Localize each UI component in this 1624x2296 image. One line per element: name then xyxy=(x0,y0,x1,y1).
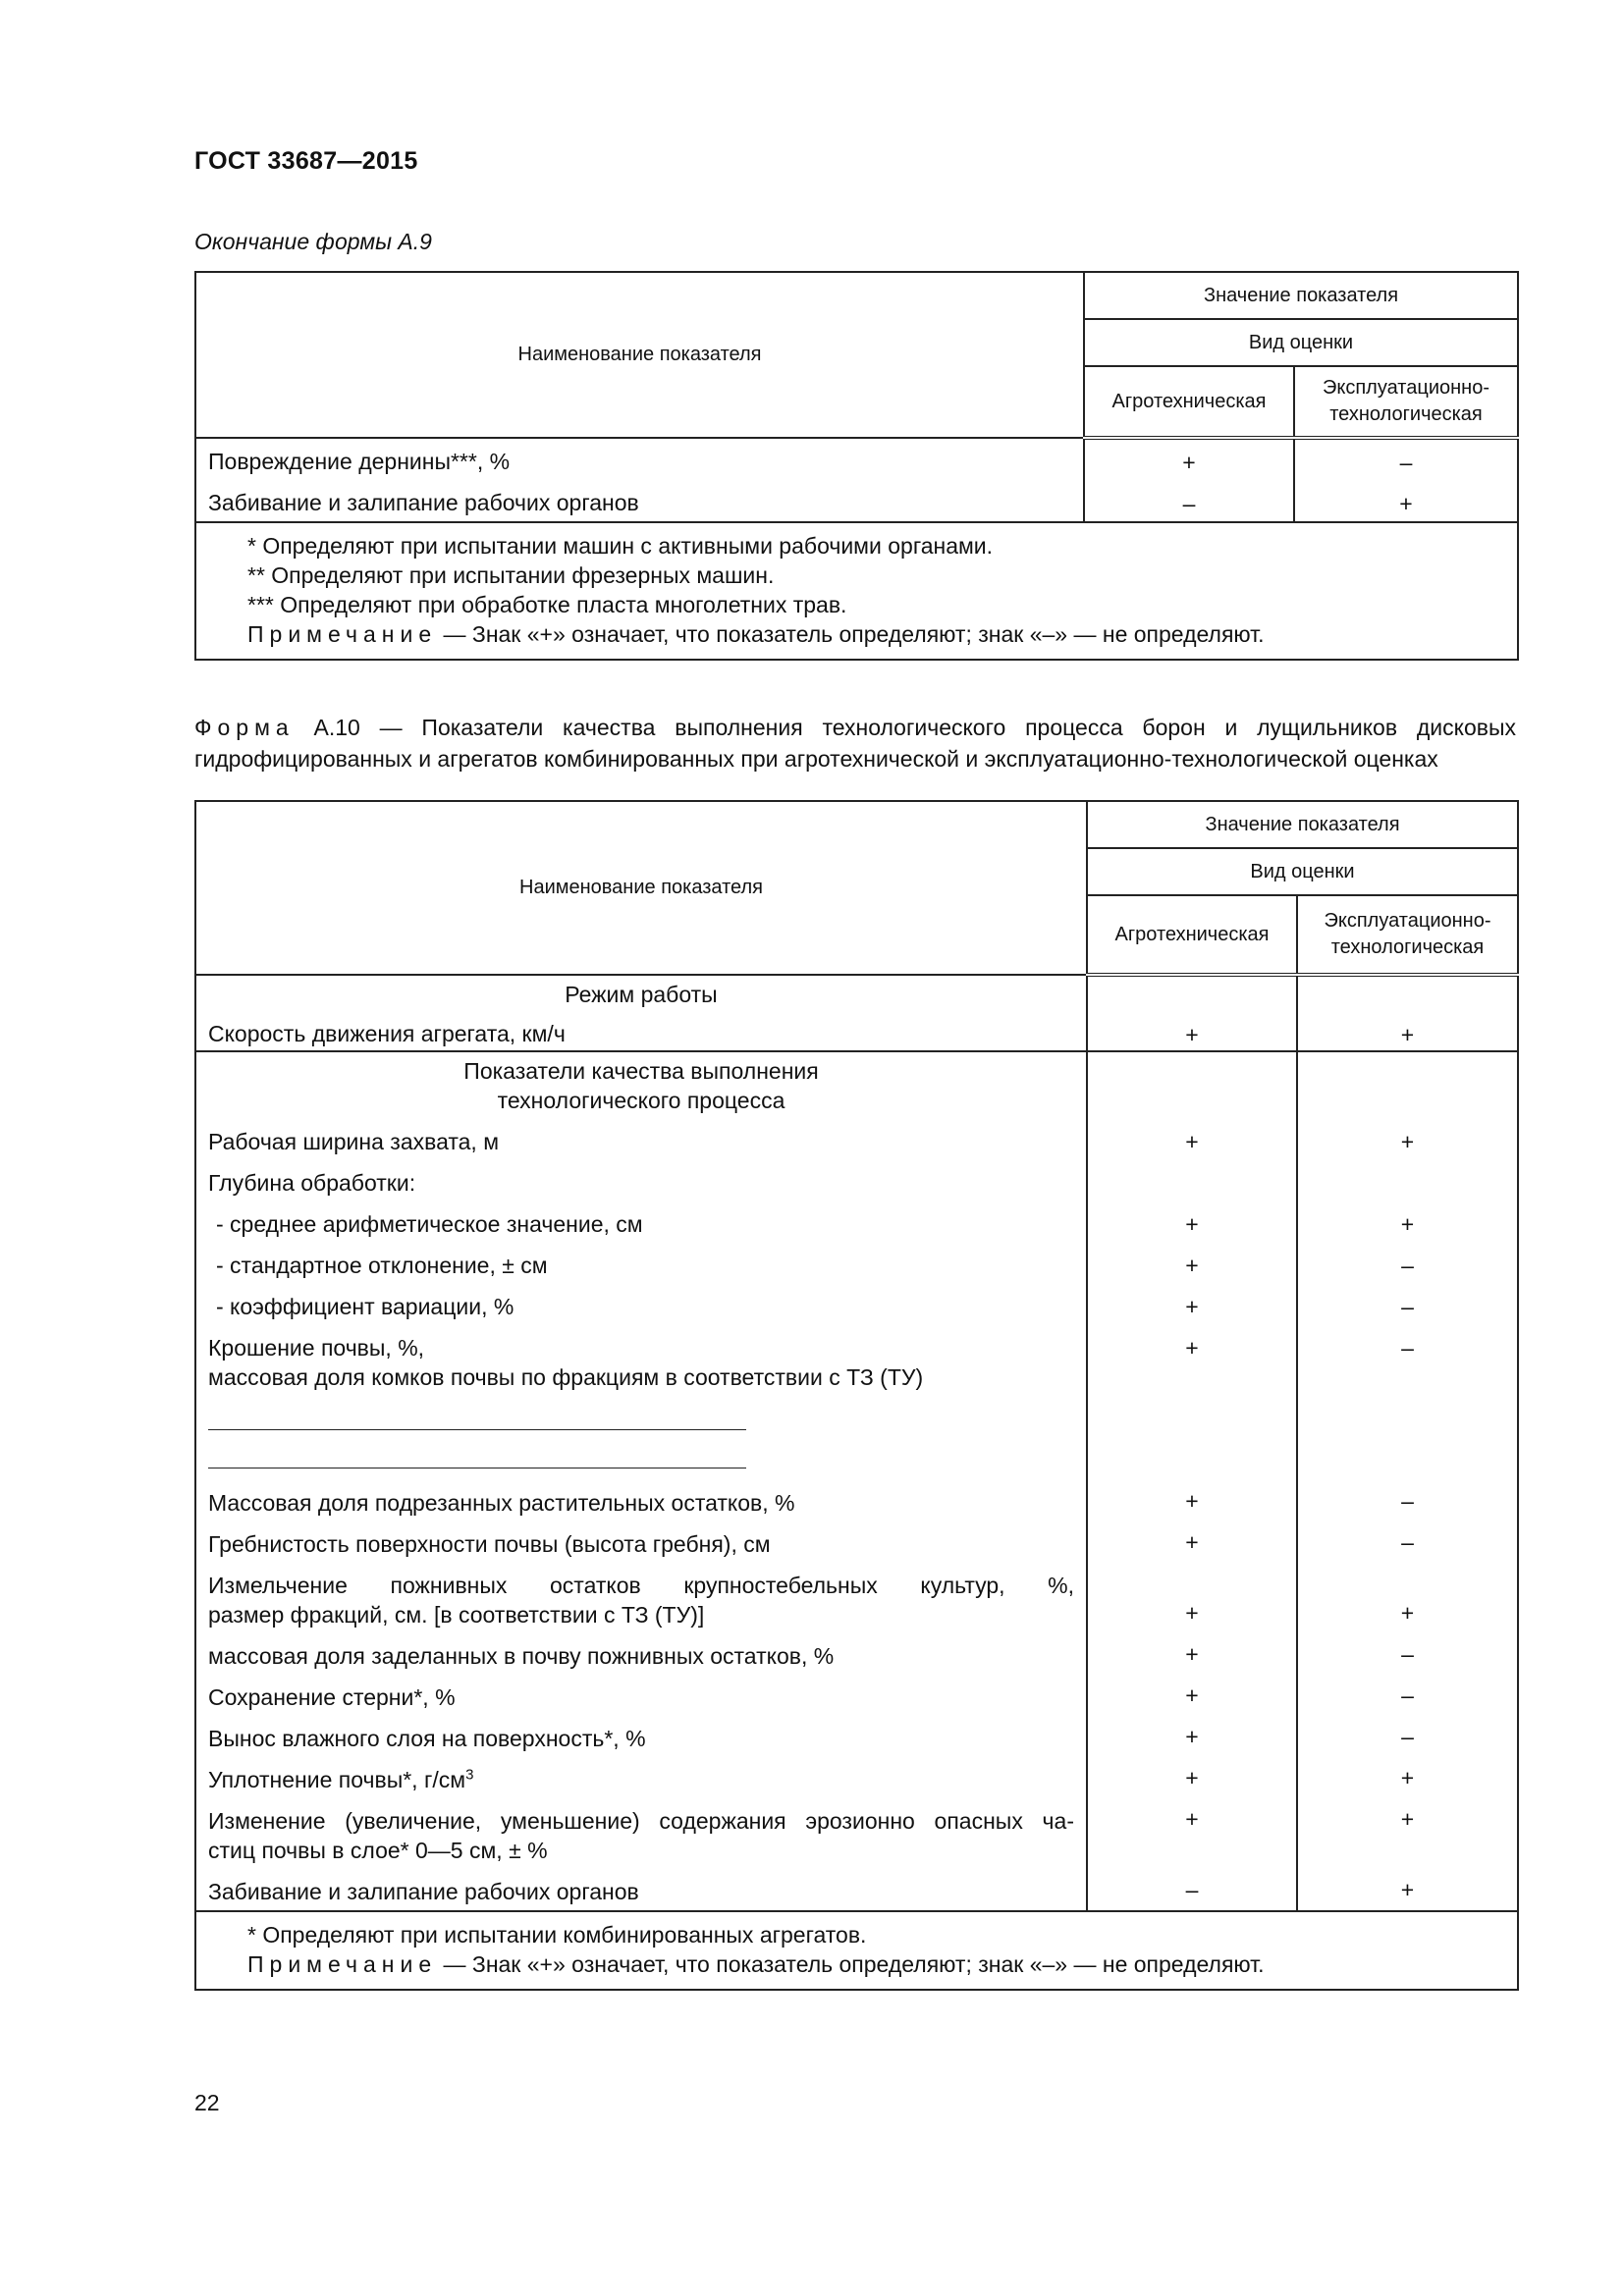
section-title: технологического процесса xyxy=(497,1088,785,1113)
mark-expl: – xyxy=(1401,1335,1414,1361)
document-header: ГОСТ 33687—2015 xyxy=(194,147,418,175)
section-title: Режим работы xyxy=(565,982,718,1007)
mark-expl: – xyxy=(1401,1529,1414,1555)
mark-expl: + xyxy=(1399,491,1413,516)
col-header-value: Значение показателя xyxy=(1084,272,1518,319)
mark-agro: + xyxy=(1185,1641,1199,1667)
col-header-kind: Вид оценки xyxy=(1084,319,1518,366)
mark-expl: – xyxy=(1401,1724,1414,1749)
table-row: - коэффициент вариации, % xyxy=(216,1294,514,1319)
mark-expl: – xyxy=(1401,1294,1414,1319)
table-row: - среднее арифметическое значение, см xyxy=(216,1211,643,1237)
table1-caption: Окончание формы А.9 xyxy=(194,229,432,254)
table-form-a9-end xyxy=(194,271,1519,661)
footnote: * Определяют при испытании комбинированных агрегатов. xyxy=(247,1922,867,1948)
mark-expl: – xyxy=(1399,450,1413,475)
table-row: Изменение (увеличение, уменьшение) содержания эрозионно опасных ча- стиц почвы в слое* 0—5 см, ± % xyxy=(208,1808,1074,1863)
mark-agro: + xyxy=(1185,1253,1199,1278)
mark-expl: + xyxy=(1400,1877,1415,1902)
table-row: Вынос влажного слоя на поверхность*, % xyxy=(208,1726,646,1751)
table-row: Массовая доля подрезанных растительных остатков, % xyxy=(208,1490,795,1516)
mark-agro: + xyxy=(1185,1335,1199,1361)
table-row: Гребнистость поверхности почвы (высота гребня), см xyxy=(208,1531,771,1557)
mark-expl: + xyxy=(1400,1765,1415,1790)
table2-notes xyxy=(195,1911,1518,1990)
mark-expl: + xyxy=(1400,1022,1415,1047)
blank-line xyxy=(208,1400,746,1430)
table-row: - стандартное отклонение, ± см xyxy=(216,1253,548,1278)
mark-expl xyxy=(1298,1168,1517,1198)
footnote: *** Определяют при обработке пласта многолетних трав. xyxy=(247,592,847,617)
section-title: Показатели качества выполнения xyxy=(463,1058,819,1084)
table-form-a10 xyxy=(194,800,1519,1991)
page-number: 22 xyxy=(194,2090,220,2115)
mark-agro: + xyxy=(1182,450,1196,475)
mark-agro: + xyxy=(1185,1022,1199,1047)
footnote: ** Определяют при испытании фрезерных машин. xyxy=(247,562,775,588)
mark-agro xyxy=(1088,1168,1296,1198)
note: Примечание — Знак «+» означает, что показатель определяют; знак «–» — не определяют. xyxy=(247,1951,1265,1977)
table-row: Забивание и залипание рабочих органов xyxy=(208,490,639,515)
mark-expl: + xyxy=(1400,1129,1415,1154)
col-header-kind: Вид оценки xyxy=(1087,848,1518,895)
table-row: Скорость движения агрегата, км/ч xyxy=(208,1021,566,1046)
mark-expl: + xyxy=(1400,1806,1415,1832)
mark-expl: – xyxy=(1401,1682,1414,1708)
table-row: массовая доля заделанных в почву пожнивных остатков, % xyxy=(208,1643,835,1669)
mark-expl: – xyxy=(1401,1253,1414,1278)
mark-agro: + xyxy=(1185,1600,1199,1626)
mark-expl: – xyxy=(1401,1641,1414,1667)
table-row: Сохранение стерни*, % xyxy=(208,1684,456,1710)
note: Примечание — Знак «+» означает, что показатель определяют; знак «–» — не определяют. xyxy=(247,621,1265,647)
mark-agro: + xyxy=(1185,1294,1199,1319)
mark-agro: + xyxy=(1185,1211,1199,1237)
table-row: Глубина обработки: xyxy=(208,1170,416,1196)
col-header-value: Значение показателя xyxy=(1087,801,1518,848)
col-header-name: Наименование показателя xyxy=(195,272,1084,438)
table-row: Рабочая ширина захвата, м xyxy=(208,1129,500,1154)
col-header-agro: Агротехническая xyxy=(1087,895,1297,975)
blank-line xyxy=(208,1438,746,1468)
col-header-name: Наименование показателя xyxy=(195,801,1087,975)
mark-agro: + xyxy=(1185,1806,1199,1832)
mark-agro: + xyxy=(1185,1488,1199,1514)
mark-expl: + xyxy=(1400,1211,1415,1237)
mark-agro: + xyxy=(1185,1724,1199,1749)
mark-agro: + xyxy=(1185,1765,1199,1790)
table-row: Крошение почвы, %, массовая доля комков почвы по фракциям в соответствии с ТЗ (ТУ) xyxy=(196,1333,1086,1468)
mark-agro: + xyxy=(1185,1529,1199,1555)
col-header-expl: Эксплуатационно- технологическая xyxy=(1297,895,1518,975)
table-row: Измельчение пожнивных остатков крупностебельных культур, %, размер фракций, см. [в соответствии с ТЗ (ТУ)] xyxy=(208,1573,1074,1628)
mark-agro: + xyxy=(1185,1129,1199,1154)
mark-agro: – xyxy=(1185,1877,1199,1902)
col-header-agro: Агротехническая xyxy=(1084,366,1294,438)
mark-agro: – xyxy=(1182,491,1196,516)
mark-expl: + xyxy=(1400,1600,1415,1626)
table-row: Повреждение дернины***, % xyxy=(208,449,511,474)
mark-expl: – xyxy=(1401,1488,1414,1514)
footnote: * Определяют при испытании машин с активными рабочими органами. xyxy=(247,533,994,559)
mark-agro: + xyxy=(1185,1682,1199,1708)
table1-notes xyxy=(195,522,1518,660)
col-header-expl: Эксплуатационно- технологическая xyxy=(1294,366,1518,438)
table-row: Уплотнение почвы*, $г/см^3$ xyxy=(208,1766,474,1792)
form-a10-title: Форма А.10 — Показатели качества выполнения технологического процесса борон и лущильников дисковых гидрофицированных и агрегатов комбинированных при агротехнической и эксплуатационно-технологической оценках xyxy=(194,715,1516,772)
table-row: Забивание и залипание рабочих органов xyxy=(208,1879,639,1904)
